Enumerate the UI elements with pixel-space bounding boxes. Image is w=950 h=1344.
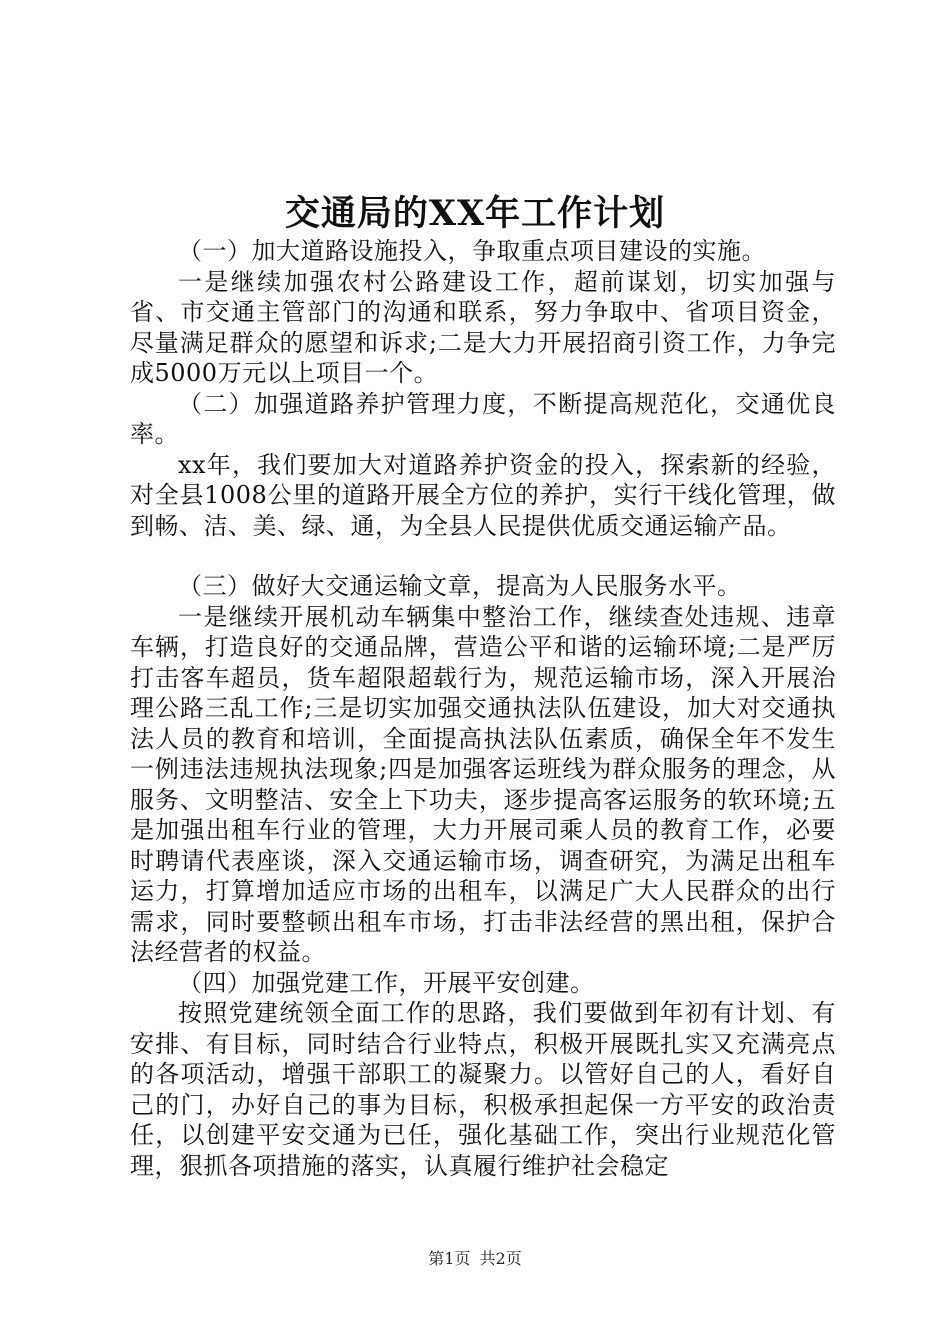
page-number: 第1页 (428, 1249, 471, 1268)
section-heading-3: （三）做好大交通运输文章，提高为人民服务水平。 (178, 572, 742, 600)
section-heading-4: （四）加强党建工作，开展平安创建。 (178, 968, 595, 997)
page-total: 共2页 (479, 1249, 522, 1268)
paragraph-4: 按照党建统领全面工作的思路，我们要做到年初有计划、有安排、有目标，同时结合行业特点，积极开展既扎实又充满亮点的各项活动，增强干部职工的凝聚力。以管好自己的人，看好自己的门，办好自己的事为目标，积极承担起保一方平安的政治责任，以创建平安交通为已任，强化基础工作，突出行业规范化管理，狠抓各项措施的落实，认真履行维护社会稳定 (130, 999, 836, 1180)
section-heading-1: （一）加大道路设施投入，争取重点项目建设的实施。 (178, 237, 766, 265)
paragraph-2: xx年，我们要加大对道路养护资金的投入，探索新的经验，对全县1008公里的道路开展全方位的养护，实行干线化管理，做到畅、洁、美、绿、通，为全县人民提供优质交通运输产品。 (130, 450, 836, 540)
paragraph-3: 一是继续开展机动车辆集中整治工作，继续查处违规、违章车辆，打造良好的交通品牌，营造公平和谐的运输环境;二是严厉打击客车超员，货车超限超载行为，规范运输市场，深入开展治理公路三乱工作;三是切实加强交通执法队伍建设，加大对交通执法人员的教育和培训，全面提高执法队伍素质，确保全年不发生一例违法违规执法现象;四是加强客运班线为群众服务的理念，从服务、文明整洁、安全上下功夫，逐步提高客运服务的软环境;五是加强出租车行业的管理，大力开展司乘人员的教育工作，必要时聘请代表座谈，深入交通运输市场，调查研究，为满足出租车运力，打算增加适应市场的出租车，以满足广大人民群众的出行需求，同时要整顿出租车市场，打击非法经营的黑出租，保护合法经营者的权益。 (130, 602, 836, 966)
document-body (130, 236, 836, 1181)
paragraph-1: 一是继续加强农村公路建设工作，超前谋划，切实加强与省、市交通主管部门的沟通和联系，努力争取中、省项目资金，尽量满足群众的愿望和诉求;二是大力开展招商引资工作，力争完成5000万元以上项目一个。 (130, 267, 836, 387)
document-title: 交通局的XX年工作计划 (284, 193, 666, 234)
section-heading-2: （二）加强道路养护管理力度，不断提高规范化，交通优良率。 (130, 389, 836, 448)
page-footer (0, 1246, 950, 1269)
